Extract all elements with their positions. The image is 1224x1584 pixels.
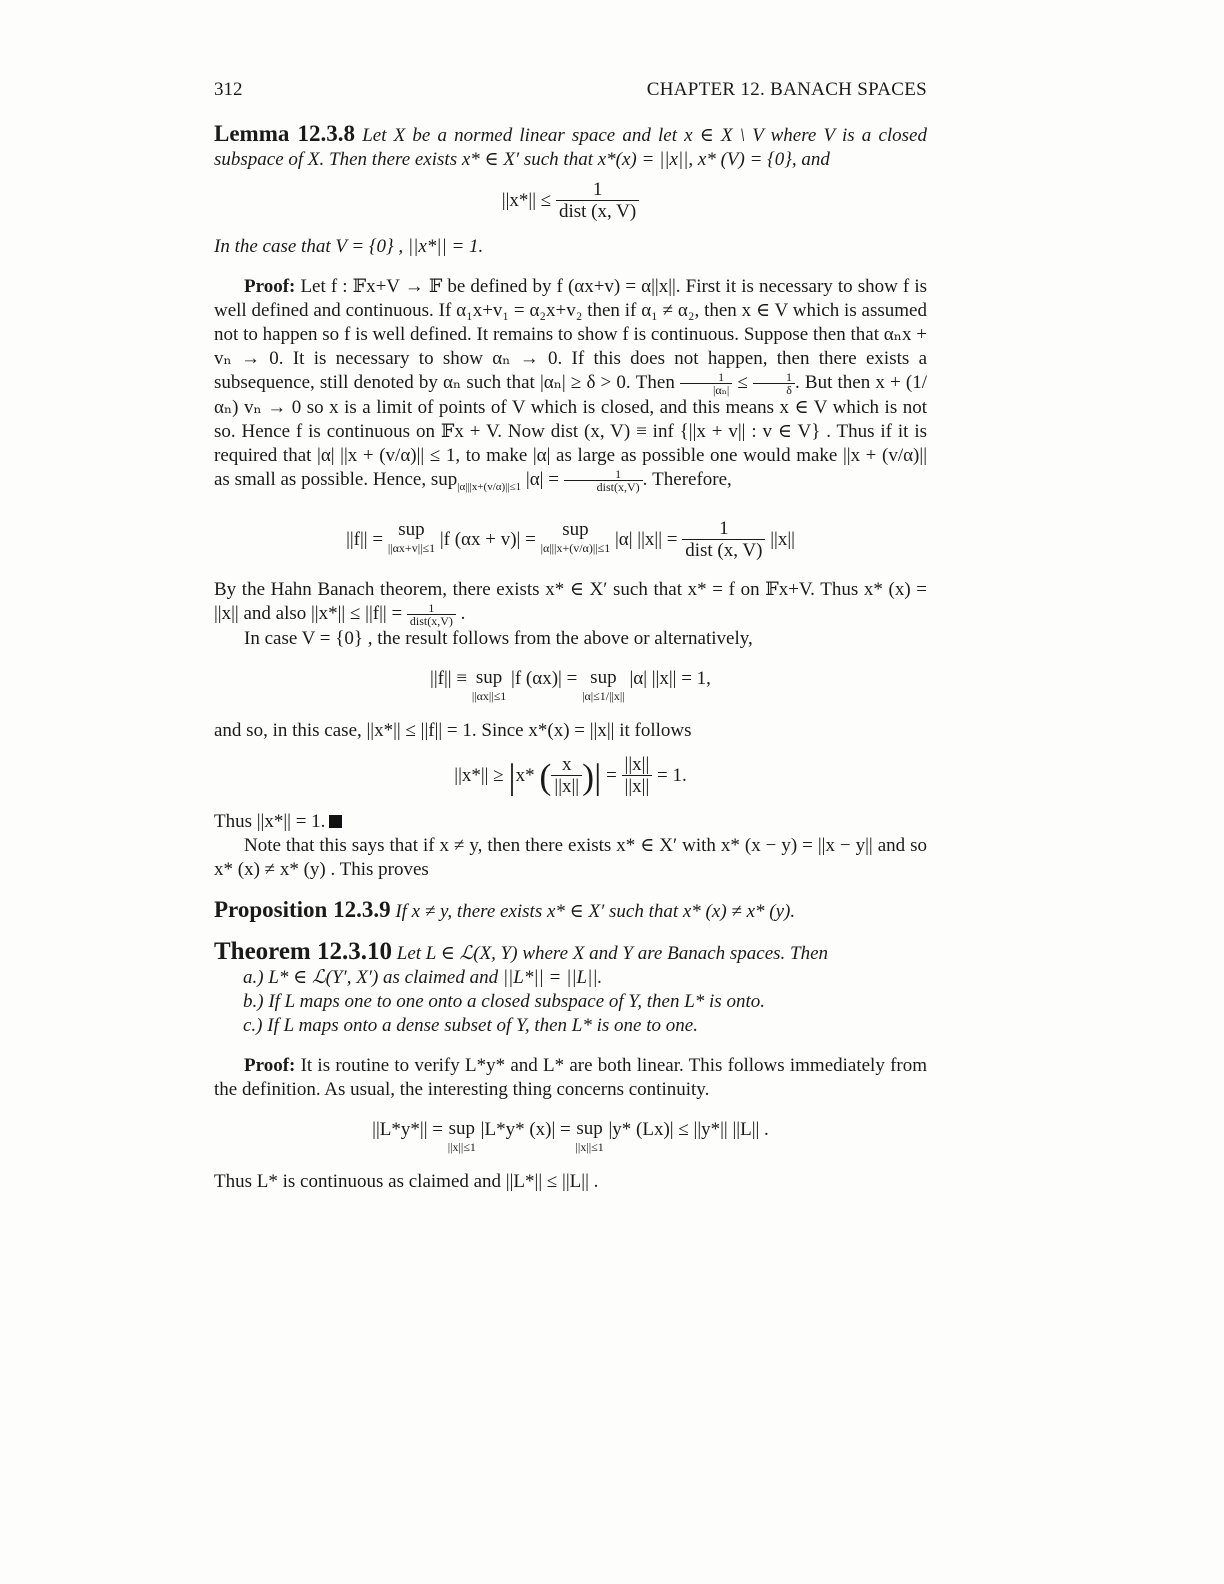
inline-fraction-alpha xyxy=(680,371,732,396)
qed-square-icon xyxy=(329,815,342,828)
eq-part: x* xyxy=(515,764,535,786)
fraction-denominator: ||x|| xyxy=(624,776,650,798)
lemma-display-fraction xyxy=(556,180,639,223)
theorem-12-3-10 xyxy=(214,940,927,966)
eq-part: |α| ||x|| = xyxy=(614,528,678,550)
fraction-denominator: dist(x,V) xyxy=(596,480,640,495)
lemma-title: Lemma 12.3.8 xyxy=(214,121,356,146)
eq-part: |f (αx)| = xyxy=(511,668,578,690)
display-norm-xstar xyxy=(214,755,927,798)
fraction-numerator: 1 xyxy=(753,371,795,384)
hahn-banach-paragraph xyxy=(214,578,927,627)
so-line: and so, in this case, ||x*|| ≤ ||f|| = 1. Since x*(x) = ||x|| it follows xyxy=(214,720,692,742)
eq-part: ||L*y*|| = xyxy=(372,1119,443,1141)
proposition-title: Proposition 12.3.9 xyxy=(214,897,391,923)
display-norm-Lstar xyxy=(214,1118,927,1154)
paren-left: ( xyxy=(539,756,552,797)
display-fraction xyxy=(622,755,653,798)
eq-part: |f (αx + v)| = xyxy=(439,528,536,550)
sup-word: sup xyxy=(576,1118,603,1140)
paren-right: ) xyxy=(582,756,595,797)
fraction-numerator: 1 xyxy=(564,468,643,481)
display-norm-f-v0 xyxy=(214,667,927,703)
eq-part: |L*y* (x)| = xyxy=(480,1119,571,1141)
theorem-item-b: b.) If L maps one to one onto a closed subspace of Y, then L* is onto. xyxy=(243,991,765,1013)
proof-label: Proof: xyxy=(244,1055,296,1077)
eq-part: = xyxy=(606,764,617,786)
fraction-denominator: δ xyxy=(786,383,792,398)
proof-text-c: |α| = xyxy=(521,469,559,491)
fraction-numerator: x xyxy=(551,755,582,776)
running-header xyxy=(214,72,927,102)
sup-subscript: |α|||x+(v/α)||≤1 xyxy=(540,540,611,555)
sup-subscript: ||αx+v||≤1 xyxy=(387,540,436,555)
sup-subscript: ||αx||≤1 xyxy=(471,689,507,704)
sup-operator xyxy=(448,1118,476,1154)
fraction-numerator: 1 xyxy=(682,519,765,540)
theorem-item-c: c.) If L maps onto a dense subset of Y, then L* is one to one. xyxy=(243,1015,698,1037)
sup-operator xyxy=(388,519,435,555)
inline-fraction-dist xyxy=(407,602,456,627)
eq-part: ||x*|| ≥ xyxy=(454,764,504,786)
lemma-case-line: In the case that V = {0} , ||x*|| = 1. xyxy=(214,236,484,257)
proof-text: It is routine to verify L*y* and L* are both linear. This follows immediately from the definition. As usual, the interesting thing concerns continuity. xyxy=(214,1055,927,1101)
fraction-denominator: dist (x, V) xyxy=(685,539,763,561)
fraction-denominator: dist (x, V) xyxy=(558,201,637,222)
display-norm-f xyxy=(214,519,927,562)
abs-bar-right: | xyxy=(594,756,602,797)
lemma-display-left: ||x*|| ≤ xyxy=(501,189,552,211)
fraction-numerator: 1 xyxy=(407,602,456,615)
proof-paragraph: Proof: Let f : 𝔽x+V → 𝔽 be defined by f (αx+v) = α||x||. First it is necessary to show f is well defined and continuous. If α₁x+v₁ = α₂x+v₂ then if α₁ ≠ α₂, then x ∈ V which is assumed not to happen so f is well defined. It remains to show f is continuous. Suppose then that αₙx + vₙ → 0. It is necessary to show αₙ → 0. If this does not happen, then there exists a subsequence, still denoted by αₙ such that |αₙ| ≥ δ > 0. Then $\frac{1}{\text{|αₙ|}}$ ≤ $\frac{1}{\delta}$ . But then x + (1/αₙ) vₙ → 0 so x is a limit of points of V which is closed, and this means x ∈ V which is not so. Hence f is continuous on 𝔽x + V. Now dist (x, V) ≡ inf {||x + v|| : v ∈ V} . Thus if it is required that |α| ||x + (v/α)|| ≤ 1, to make |α| as large as possible one would make ||x + (v/α)|| as small as possible. Hence, sup$_{|\alpha|||x+(v/\alpha)||\le 1}$ |α| = $\frac{1}{\text{dist(x,V)}}$ . Therefore, xyxy=(214,276,927,495)
sup-word: sup xyxy=(562,518,589,540)
eq-part: |y* (Lx)| ≤ ||y*|| ||L|| . xyxy=(608,1119,769,1141)
theorem-statement: Let L ∈ ℒ(X, Y) where X and Y are Banach spaces. Then xyxy=(396,943,829,965)
lemma-12-3-8 xyxy=(214,122,927,172)
display-fraction xyxy=(682,519,765,562)
final-line: Thus L* is continuous as claimed and ||L*|| ≤ ||L|| . xyxy=(214,1171,599,1193)
theorem-items xyxy=(243,966,927,1038)
proof-paragraph-2 xyxy=(214,1054,927,1102)
sup-subscript: |α|||x+(v/α)||≤1 xyxy=(457,480,522,493)
fraction-numerator: 1 xyxy=(556,180,639,201)
eq-part: ||f|| = xyxy=(346,528,384,550)
lemma-display-equation xyxy=(214,180,927,223)
hahn-text-end: . xyxy=(455,602,466,624)
case-v0-line: In case V = {0} , the result follows from the above or alternatively, xyxy=(244,628,753,650)
sup-word: sup xyxy=(448,1118,476,1140)
fraction-denominator: ||x|| xyxy=(554,776,580,798)
fraction-denominator: |αₙ| xyxy=(713,383,730,398)
eq-part: ||f|| ≡ xyxy=(430,668,468,690)
eq-part: ||x|| xyxy=(770,528,795,550)
fraction-numerator: 1 xyxy=(680,371,732,384)
sup-word: sup xyxy=(590,667,617,689)
eq-part: |α| ||x|| = 1, xyxy=(629,668,711,690)
sup-operator xyxy=(576,1118,604,1154)
thus-line xyxy=(214,810,927,834)
sup-operator xyxy=(582,667,625,703)
note-paragraph: Note that this says that if x ≠ y, then there exists x* ∈ X′ with x* (x − y) = ||x − y|| and so x* (x) ≠ x* (y) . This proves xyxy=(214,835,927,881)
lemma-statement: Let X be a normed linear space and let x ∈ X \ V where V is a closed subspace of X. Then there exists x* ∈ X′ such that x*(x) = ||x||, x* (V) = {0}, and xyxy=(214,125,927,170)
chapter-title: CHAPTER 12. BANACH SPACES xyxy=(646,79,927,100)
proposition-statement: If x ≠ y, there exists x* ∈ X′ such that x* (x) ≠ x* (y). xyxy=(395,901,796,923)
sup-subscript: |α|≤1/||x|| xyxy=(582,689,625,704)
proof-text-b: . But then x + (1/αₙ) vₙ → 0 so x is a limit of points of V which is closed, and this means x ∈ V which is not so. Hence f is continuous on 𝔽x + V. Now dist (x, V) ≡ inf {||x + v|| : v ∈ V} . Thus if it is required that |α| ||x + (v/α)|| ≤ 1, to make |α| as large as possible one would make ||x + (v/α)|| as small as possible. Hence, sup xyxy=(214,372,927,491)
page-number: 312 xyxy=(214,79,243,100)
fraction-numerator: ||x|| xyxy=(622,755,653,776)
proof-text-a: Let f : 𝔽x+V → 𝔽 be defined by f (αx+v) = α||x||. First it is necessary to show f is well defined and continuous. If α₁x+v₁ = α₂x+v₂ then if α₁ ≠ α₂, then x ∈ V which is assumed not to happen so f is well defined. It remains to show f is continuous. Suppose then that αₙx + vₙ → 0. It is necessary to show αₙ → 0. If this does not happen, then there exists a subsequence, still denoted by αₙ such that |αₙ| ≥ δ > 0. Then xyxy=(214,276,927,393)
sup-subscript: ||x||≤1 xyxy=(447,1140,476,1155)
fraction-denominator: dist(x,V) xyxy=(409,614,453,629)
proposition-12-3-9 xyxy=(214,898,927,924)
theorem-title: Theorem 12.3.10 xyxy=(214,938,392,966)
sup-word: sup xyxy=(475,667,503,689)
abs-bar-left: | xyxy=(508,756,516,797)
proof-label: Proof: xyxy=(244,276,296,297)
page-body xyxy=(214,72,927,1194)
eq-part: = 1. xyxy=(657,764,687,786)
display-fraction xyxy=(551,755,582,798)
proof-text-d: . Therefore, xyxy=(642,469,732,491)
hahn-text: By the Hahn Banach theorem, there exists x* ∈ X′ such that x* = f on 𝔽x+V. Thus x* (x) = ||x|| and also ||x*|| ≤ ||f|| = xyxy=(214,578,927,624)
sup-subscript: ||x||≤1 xyxy=(575,1140,604,1155)
inline-fraction-delta xyxy=(753,371,795,396)
theorem-item-a: a.) L* ∈ ℒ(Y′, X′) as claimed and ||L*|| = ||L||. xyxy=(243,967,603,989)
sup-operator xyxy=(541,519,611,555)
sup-word: sup xyxy=(398,518,425,540)
sup-operator xyxy=(472,667,506,703)
thus-text: Thus ||x*|| = 1. xyxy=(214,811,326,833)
inline-fraction-dist xyxy=(564,468,643,493)
